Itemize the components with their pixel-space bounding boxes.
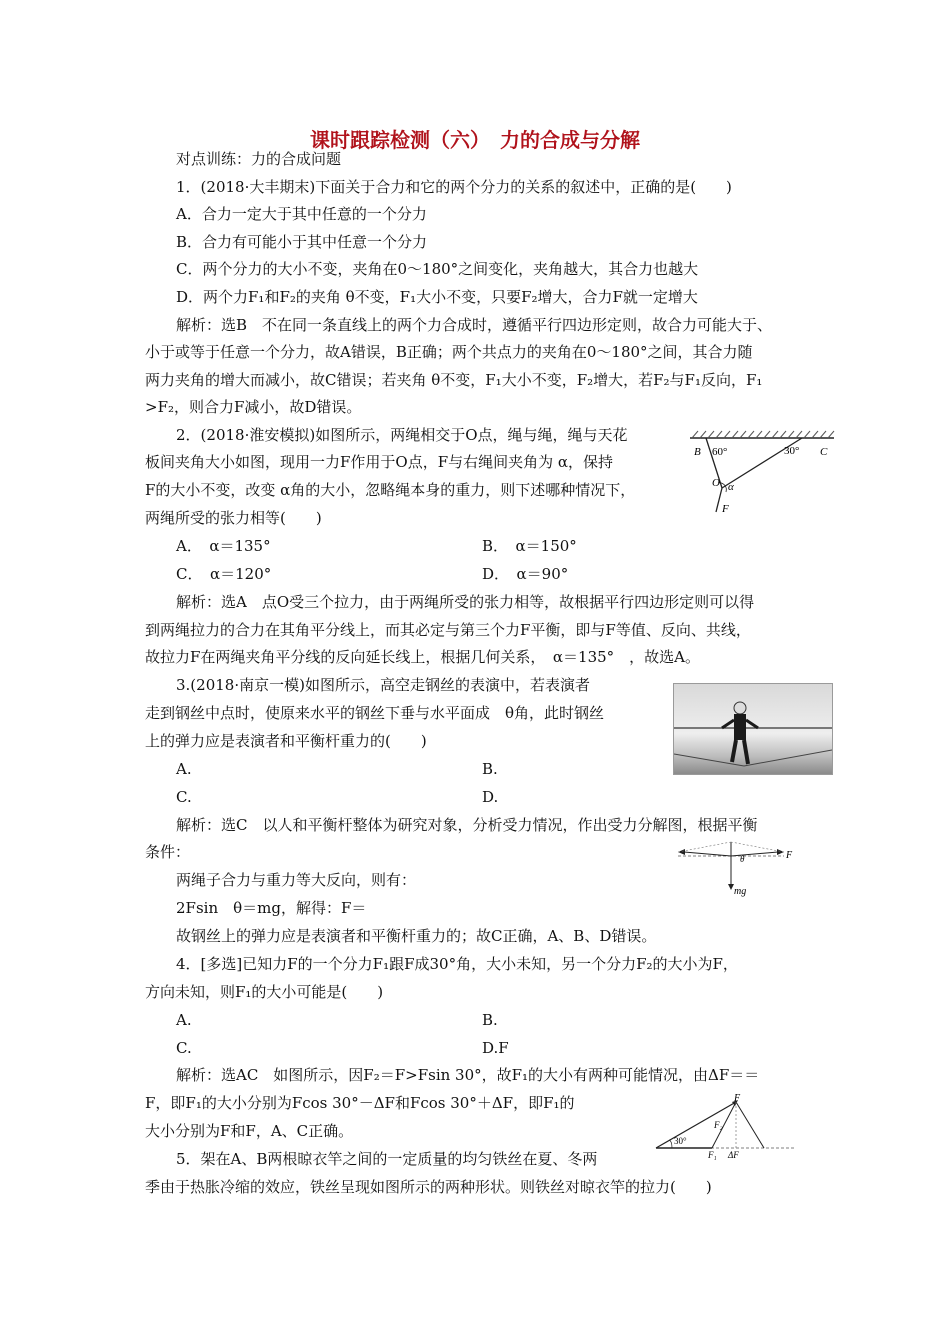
q1-option-c: C．两个分力的大小不变，夹角在0～180°之间变化，夹角越大，其合力也越大 — [176, 260, 699, 278]
q1-stem: 1．(2018·大丰期末)下面关于合力和它的两个分力的关系的叙述中，正确的是( ) — [176, 178, 732, 196]
q1-answer-line: 解析：选B 不在同一条直线上的两个力合成时，遵循平行四边形定则，故合力可能大于、 — [176, 316, 773, 334]
performer-body — [734, 714, 746, 740]
dashed-parallelogram — [678, 842, 731, 852]
label-delta-f: ΔF — [728, 1150, 739, 1160]
f-left-arrow — [684, 852, 731, 856]
q3-answer-line: 解析：选C 以人和平衡杆整体为研究对象，分析受力情况，作出受力分解图，根据平衡 — [176, 816, 758, 834]
q4-stem: 方向未知，则F₁的大小可能是( ) — [145, 983, 384, 1001]
q2-option-b: B． α＝150° — [482, 537, 577, 555]
f-right-arrow — [731, 852, 778, 856]
page-title: 课时跟踪检测（六） 力的合成与分解 — [310, 128, 640, 152]
q2-rope-figure — [684, 428, 840, 516]
q3-force-figure — [674, 840, 798, 898]
q1-option-d: D．两个力F₁和F₂的夹角 θ不变，F₁大小不变，只要F₂增大，合力F就一定增大 — [176, 288, 698, 306]
q3-answer-line: 条件： — [145, 843, 191, 861]
angle-arc — [669, 1140, 672, 1148]
label-b: B — [694, 446, 701, 458]
q4-answer-line: 解析：选AC 如图所示，因F₂＝F>Fsin 30°，故F₁的大小有两种可能情况，由ΔF＝＝ — [176, 1066, 760, 1084]
label-c: C — [820, 446, 828, 458]
label-f: F — [722, 503, 729, 515]
q3-stem: 3.(2018·南京一模)如图所示，高空走钢丝的表演中，若表演者 — [176, 676, 590, 694]
q3-answer-line: 故钢丝上的弹力应是表演者和平衡杆重力的；故C正确，A、B、D错误。 — [176, 927, 657, 945]
q3-answer-line: 2Fsin θ＝mg，解得：F＝ — [176, 899, 367, 917]
q2-answer-line: 解析：选A 点O受三个拉力，由于两绳所受的张力相等，故根据平行四边形定则可以得 — [176, 593, 755, 611]
q1-answer-line: 小于或等于任意一个分力，故A错误，B正确；两个共点力的夹角在0～180°之间，其合力随 — [145, 343, 753, 361]
q3-option-c: C. — [176, 788, 192, 806]
label-f: F — [734, 1094, 741, 1104]
q3-option-b: B. — [482, 760, 498, 778]
label-mg: mg — [734, 886, 747, 897]
q4-stem: 4．[多选]已知力F的一个分力F₁跟F成30°角，大小未知，另一个分力F₂的大小为F， — [176, 955, 738, 973]
q1-option-b: B．合力有可能小于其中任意一个分力 — [176, 233, 428, 251]
tightrope-photo-drawing — [674, 684, 832, 774]
q2-stem: 两绳所受的张力相等( ) — [145, 509, 322, 527]
q2-option-d: D． α＝90° — [482, 565, 569, 583]
q1-option-a: A．合力一定大于其中任意的一个分力 — [176, 205, 427, 223]
q4-answer-line: 大小分别为F和F，A、C正确。 — [145, 1122, 354, 1140]
wire-right — [744, 750, 832, 766]
q4-force-figure — [652, 1094, 800, 1160]
q4-answer-line: F，即F₁的大小分别为Fcos 30°－ΔF和Fcos 30°＋ΔF，即F₁的 — [145, 1094, 575, 1112]
q3-answer-line: 两绳子合力与重力等大反向，则有： — [176, 871, 417, 889]
q3-stem: 上的弹力应是表演者和平衡杆重力的( ) — [145, 732, 427, 750]
section-heading: 对点训练：力的合成问题 — [176, 150, 342, 168]
f2-vector-alt — [736, 1102, 764, 1148]
label-60: 60° — [712, 446, 728, 458]
q4-option-a: A. — [176, 1011, 192, 1029]
label-f1: F₁ — [708, 1150, 717, 1160]
q2-option-c: C． α＝120° — [176, 565, 272, 583]
label-theta: θ — [740, 854, 745, 864]
label-o: O — [712, 477, 720, 489]
q4-option-b: B. — [482, 1011, 498, 1029]
q4-option-d: D.F — [482, 1039, 509, 1057]
performer-arm — [746, 720, 758, 728]
label-30: 30° — [784, 445, 800, 457]
performer-head — [734, 702, 746, 714]
performer-arm — [722, 720, 734, 728]
q2-stem: 板间夹角大小如图，现用一力F作用于O点，F与右绳间夹角为 α，保持 — [145, 453, 614, 471]
dashed-parallelogram — [731, 842, 784, 852]
q3-option-d: D. — [482, 788, 499, 806]
q2-answer-line: 到两绳拉力的合力在其角平分线上，而其必定与第三个力F平衡，即与F等值、反向、共线， — [145, 621, 751, 639]
label-f2: F₂ — [714, 1120, 723, 1130]
q5-stem: 季由于热胀冷缩的效应，铁丝呈现如图所示的两种形状。则铁丝对晾衣竿的拉力( ) — [145, 1178, 712, 1196]
label-30: 30° — [674, 1136, 687, 1146]
q5-stem: 5．架在A、B两根晾衣竿之间的一定质量的均匀铁丝在夏、冬两 — [176, 1150, 598, 1168]
label-alpha: α — [728, 481, 734, 493]
performer-leg — [744, 740, 748, 764]
q3-option-a: A. — [176, 760, 192, 778]
q3-stem: 走到钢丝中点时，使原来水平的钢丝下垂与水平面成 θ角，此时钢丝 — [145, 704, 605, 722]
ceiling-hatching — [692, 431, 834, 438]
q2-answer-line: 故拉力F在两绳夹角平分线的反向延长线上，根据几何关系， α＝135° ，故选A。 — [145, 648, 701, 666]
q1-answer-line: >F₂，则合力F减小，故D错误。 — [145, 398, 362, 416]
tightrope-photo — [673, 683, 833, 775]
q4-option-c: C. — [176, 1039, 192, 1057]
performer-leg — [732, 740, 736, 762]
q1-answer-line: 两力夹角的增大而减小，故C错误；若夹角 θ不变，F₁大小不变，F₂增大，若F₂与F₁反向，F₁ — [145, 371, 763, 389]
q2-option-a: A． α＝135° — [176, 537, 271, 555]
q2-stem: F的大小不变，改变 α角的大小，忽略绳本身的重力，则下述哪种情况下， — [145, 481, 636, 499]
q2-stem: 2．(2018·淮安模拟)如图所示，两绳相交于O点，绳与绳，绳与天花 — [176, 426, 628, 444]
label-f: F — [786, 850, 793, 861]
